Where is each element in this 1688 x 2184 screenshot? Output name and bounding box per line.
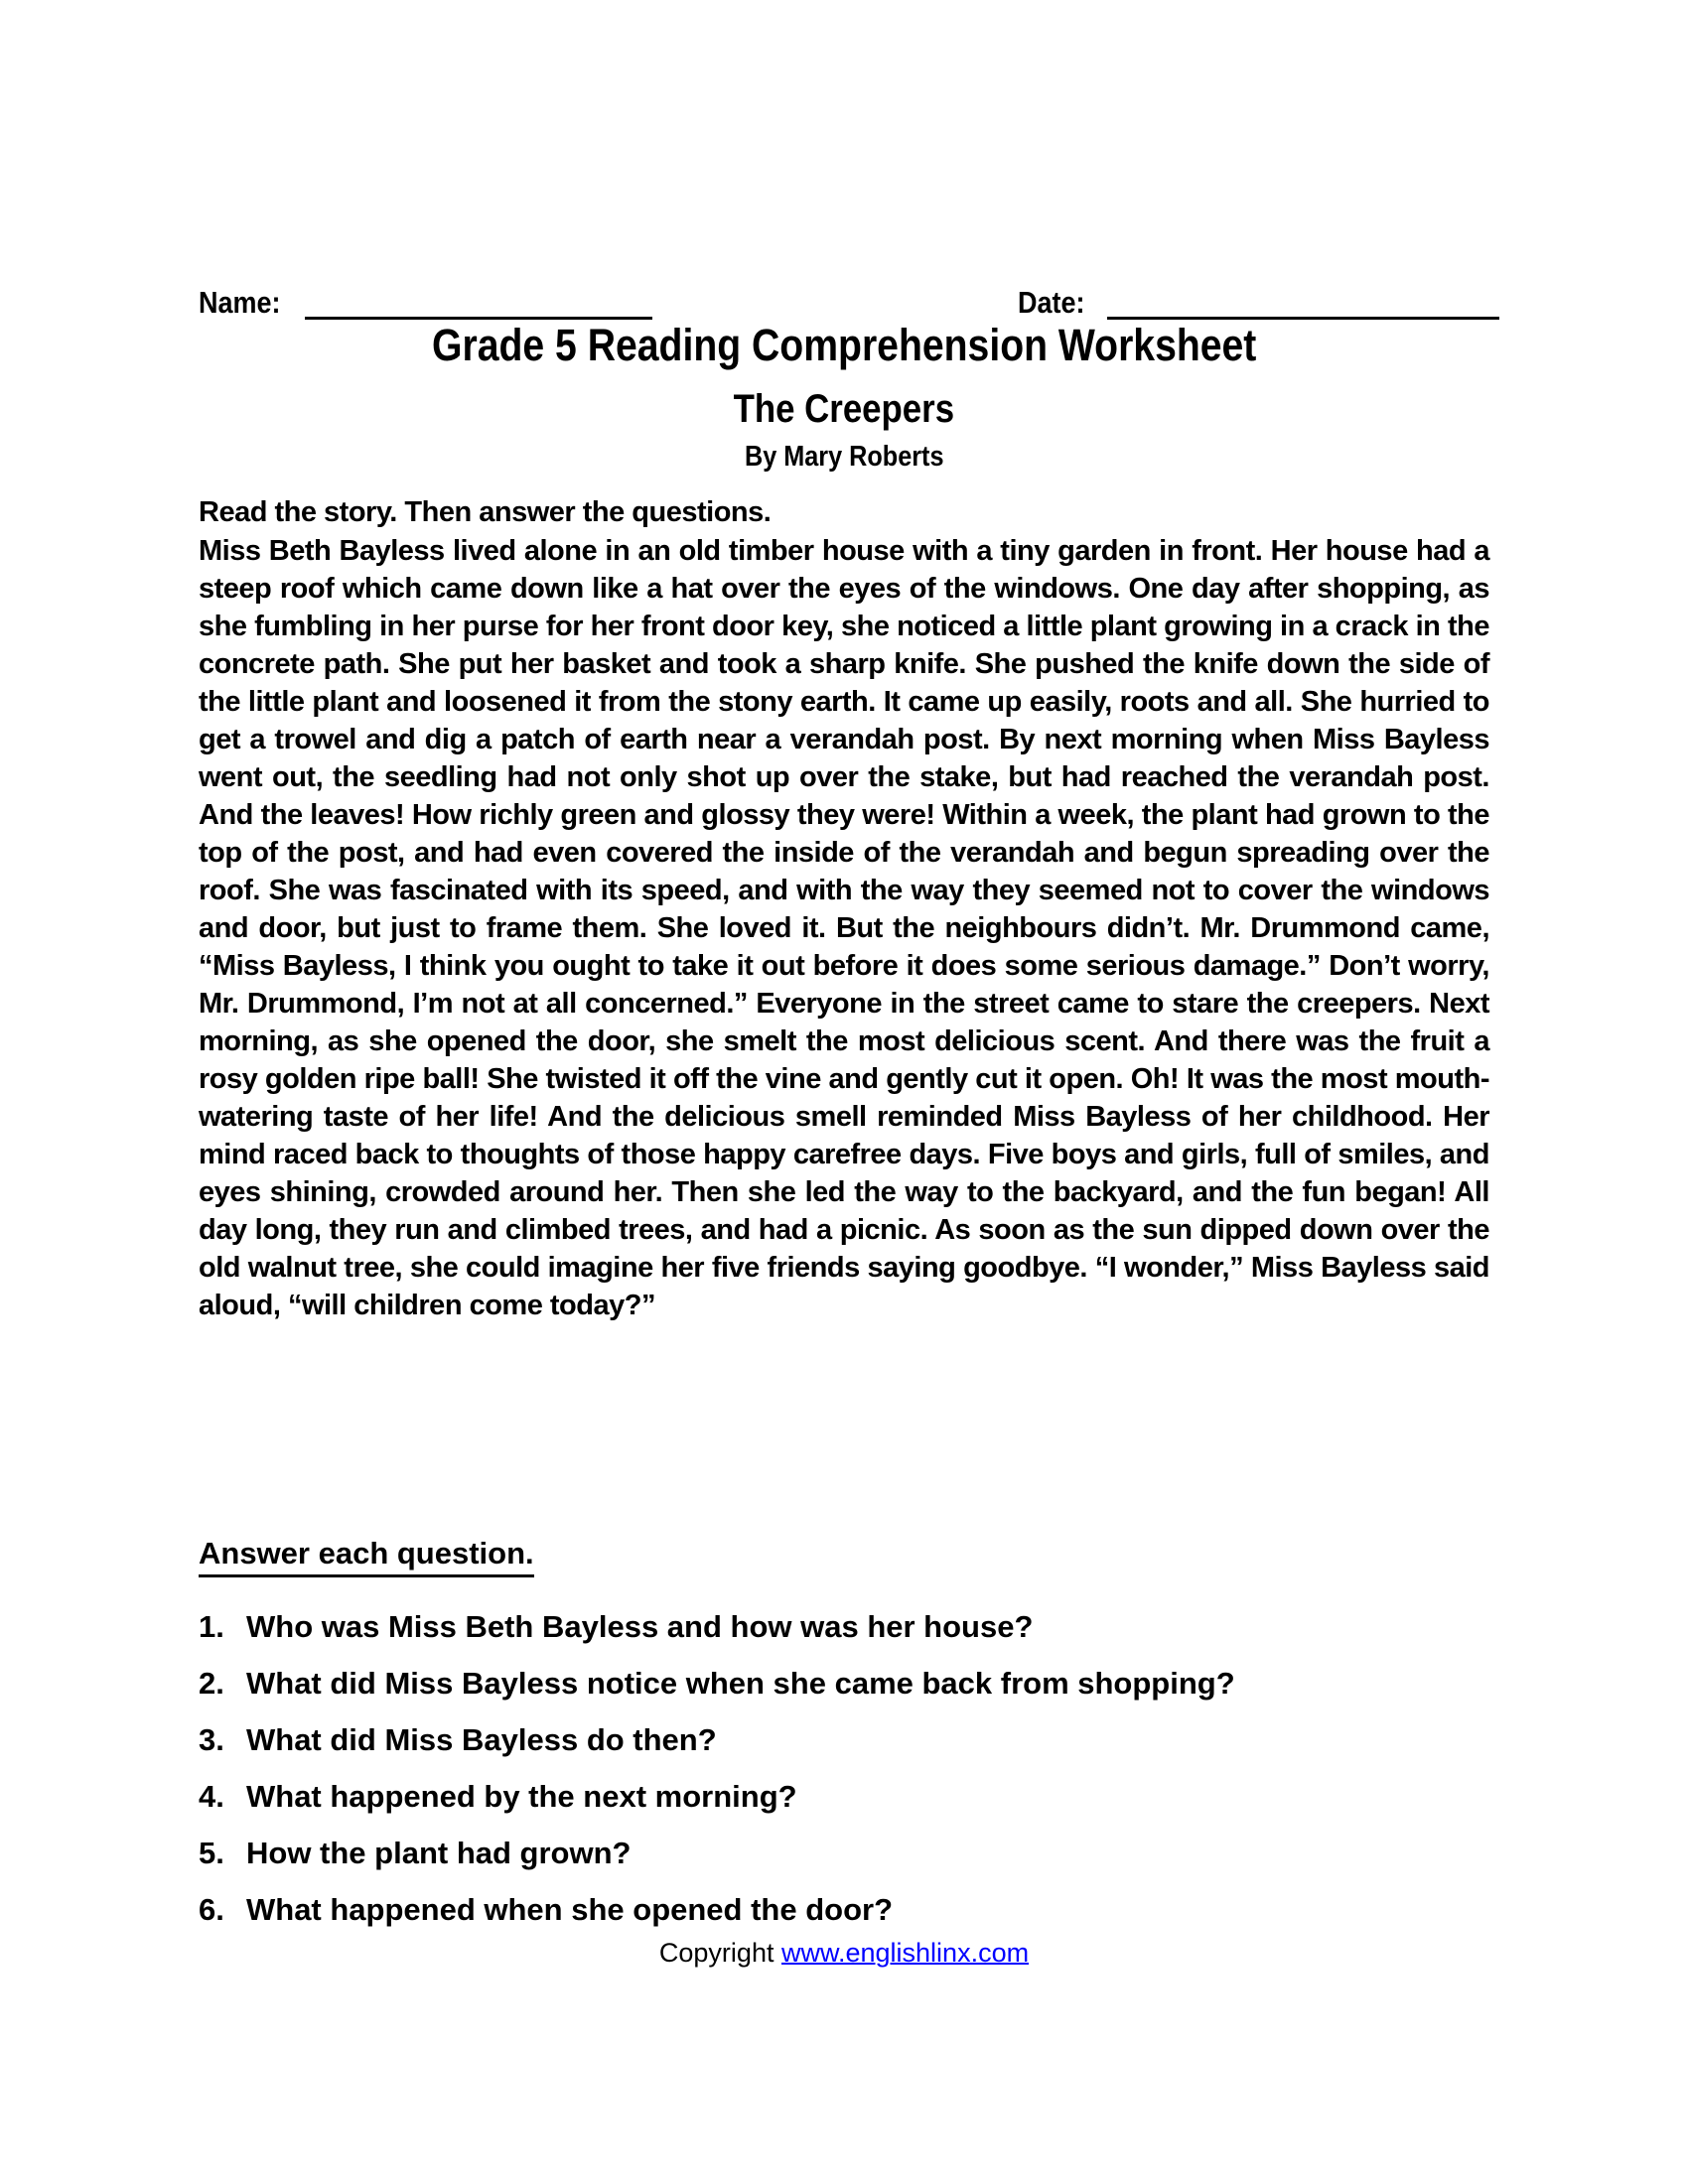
question-text: What did Miss Bayless do then? [246,1722,717,1757]
questions-heading: Answer each question. [199,1536,534,1577]
question-number: 5. [199,1836,224,1870]
story-byline-row [0,441,1688,474]
story-title-row [0,387,1688,432]
question-number: 6. [199,1892,224,1927]
question-item [199,1610,1489,1643]
question-item [199,1893,1489,1926]
question-number: 2. [199,1666,224,1701]
story-title: The Creepers [733,387,955,431]
name-label: Name: [199,285,281,320]
date-field-group [1018,286,1499,320]
date-label: Date: [1018,285,1085,320]
page-title: Grade 5 Reading Comprehension Worksheet [431,320,1257,370]
page-title-row [0,320,1688,371]
copyright-link[interactable]: www.englishlinx.com [780,1938,1030,1968]
footer [0,1938,1688,1969]
question-text: Who was Miss Beth Bayless and how was her house? [246,1609,1034,1644]
question-number: 4. [199,1779,224,1814]
questions-list [199,1610,1489,1950]
question-text: What happened by the next morning? [246,1779,797,1814]
question-text: How the plant had grown? [246,1836,632,1870]
story-byline: By Mary Roberts [744,441,944,473]
story-text: Miss Beth Bayless lived alone in an old timber house with a tiny garden in front. Her house had a steep roof which came down like a hat over the eyes of the windows. One day after shopping, as she fumbling in her purse for her front door key, she noticed a little plant growing in a crack in the concrete path. She put her basket and took a sharp knife. She pushed the knife down the side of the little plant and loosened it from the stony earth. It came up easily, roots and all. She hurried to get a trowel and dig a patch of earth near a verandah post. By next morning when Miss Bayless went out, the seedling had not only shot up over the stake, but had reached the verandah post. And the leaves! How richly green and glossy they were! Within a week, the plant had grown to the top of the post, and had even covered the inside of the verandah and begun spreading over the roof. She was fascinated with its speed, and with the way they seemed not to cover the windows and door, but just to frame them. She loved it. But the neighbours didn’t. Mr. Drummond came, “Miss Bayless, I think you ought to take it out before it does some serious damage.” Don’t worry, Mr. Drummond, I’m not at all concerned.” Everyone in the street came to stare the creepers. Next morning, as she opened the door, she smelt the most delicious scent. And there was the fruit a rosy golden ripe ball! She twisted it off the vine and gently cut it open. Oh! It was the most mouth-watering taste of her life! And the delicious smell reminded Miss Bayless of her childhood. Her mind raced back to thoughts of those happy carefree days. Five boys and girls, full of smiles, and eyes shining, crowded around her. Then she led the way to the backyard, and the fun began! All day long, they run and climbed trees, and had a picnic. As soon as the sun dipped down over the old walnut tree, she could imagine her five friends saying goodbye. “I wonder,” Miss Bayless said aloud, “will children come today?” [199,535,1489,1321]
question-item [199,1837,1489,1869]
name-field-group [199,286,652,320]
instruction: Read the story. Then answer the questions. [199,496,772,528]
date-blank-line [1107,287,1499,320]
name-blank-line [305,287,652,320]
fill-in-header [199,286,1499,320]
question-number: 3. [199,1722,224,1757]
question-item [199,1780,1489,1813]
question-item [199,1723,1489,1756]
question-text: What did Miss Bayless notice when she came back from shopping? [246,1666,1235,1701]
question-item [199,1667,1489,1700]
question-text: What happened when she opened the door? [246,1892,894,1927]
copyright-label: Copyright [658,1938,774,1968]
question-number: 1. [199,1609,224,1644]
story-block [199,493,1489,1324]
